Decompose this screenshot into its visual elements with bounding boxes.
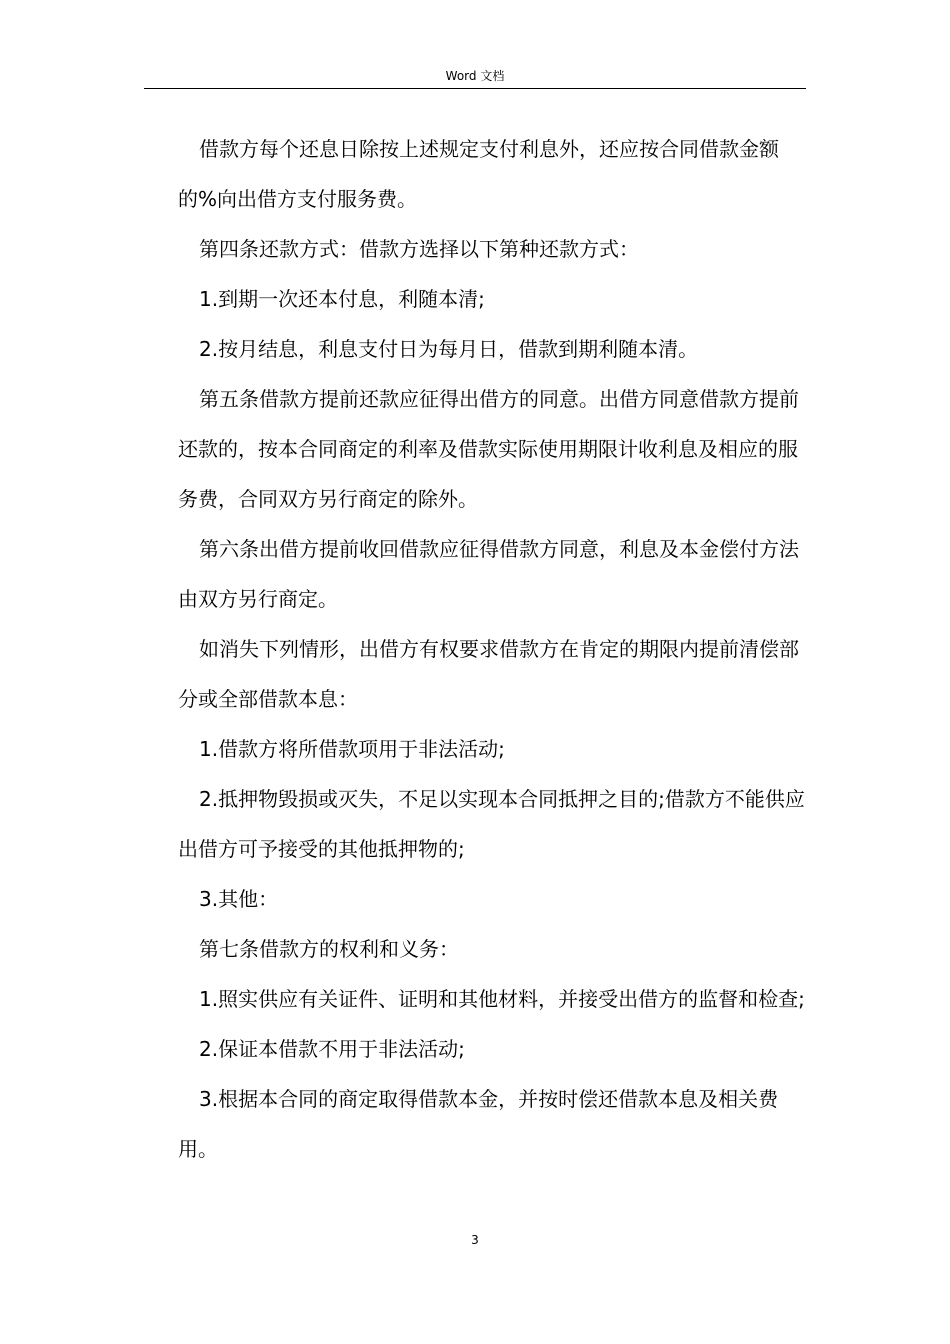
paragraph-article-5: 第五条借款方提前还款应征得出借方的同意。出借方同意借款方提前还款的，按本合同商定的利率及借款实际使用期限计收利息及相应的服务费，合同双方另行商定的除外。 [178,387,799,511]
paragraph-article-7: 第七条借款方的权利和义务： [199,937,459,961]
list-item: 2.按月结息，利息支付日为每月日，借款到期利随本清。 [199,337,699,361]
paragraph-article-4: 第四条还款方式：借款方选择以下第种还款方式： [199,237,639,261]
page-number: 3 [471,1233,479,1247]
paragraph-conditions: 如消失下列情形，出借方有权要求借款方在肯定的期限内提前清偿部分或全部借款本息： [178,637,799,711]
list-item: 3.根据本合同的商定取得借款本金，并按时偿还借款本息及相关费用。 [178,1087,779,1161]
list-item: 1.到期一次还本付息，利随本清; [199,287,485,311]
list-item: 1.借款方将所借款项用于非法活动; [199,737,505,761]
header-divider [144,88,806,89]
list-item: 1.照实供应有关证件、证明和其他材料，并接受出借方的监督和检查; [199,987,805,1011]
paragraph-article-6: 第六条出借方提前收回借款应征得借款方同意，利息及本金偿付方法由双方另行商定。 [178,537,799,611]
list-item: 2.保证本借款不用于非法活动; [199,1037,465,1061]
paragraph-service-fee: 借款方每个还息日除按上述规定支付利息外，还应按合同借款金额的%向出借方支付服务费。 [178,137,779,211]
list-item: 3.其他： [199,887,279,911]
document-body [178,124,810,1174]
list-item: 2.抵押物毁损或灭失，不足以实现本合同抵押之目的;借款方不能供应出借方可予接受的其他抵押物的; [178,787,805,861]
page-header: Word 文档 [445,69,505,83]
